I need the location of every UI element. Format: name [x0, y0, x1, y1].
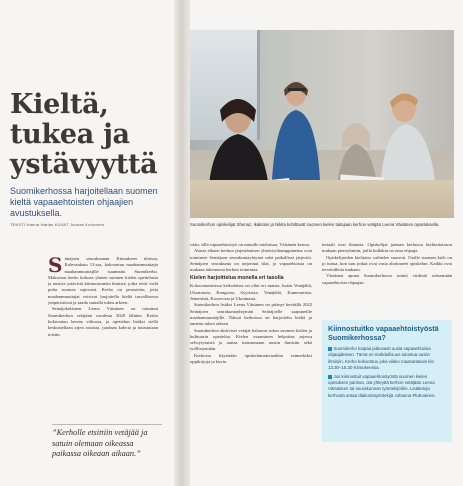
page-gutter: [174, 0, 190, 486]
drop-cap: S: [48, 253, 63, 277]
body-paragraph: Väisänen apuna Suomikerhossa toimii viidestä seitsemään vapaaehtoista ohjaajaa.: [322, 273, 452, 285]
body-paragraph: teriaali ovat ilmaisia. Opiskelijat jaetaan kerhossa kielitaitotason mukaan pienryhmiin, joilla kullakin on oma ohjaaja.: [322, 242, 452, 254]
body-paragraph: vään, sillä vapaaehtoistyö on minulle mieluisaa, Väisänen kertoo.: [190, 242, 311, 247]
photo-table: [190, 180, 454, 218]
body-paragraph: Siinäjoen seurakunnan Kiimukeen tiloissa, Kalevankatu 12:ssa, kokoontuu maahanmuuttajia maahanmuuttajille suunnattu Suomikerho. Maksuton kerho kokoaa yhteen suomen kielen opettelusta ja uusista ystävistä kiinnostuneita ihmisiä, jotka eivät vielä puhu suomea sujuvasti. Kerho on perustettu, jotta maahanmuuttajat voisivat harjoitella kieltä turvallisessa ympäristössä ja saada samalla tukea arkeen.: [48, 253, 158, 306]
body-paragraph: Suomikerhon lisäksi Leena Väisänen on pitänyt keväällä 2022 Seinäjoen seurakuntayhtymän Seinäjoelle saapuneille maahanmuuttajille. Näissä kerhoissa on harjoiteltu kieltä ja annettu tukea arkeen.: [190, 302, 312, 327]
info-box-paragraph: Suomikerho kaipaa jatkuvasti uusia vapaaehtoisia ohjaajakseen. Tämä on mahdollisuus tutustua uusiin ihmisiin. Kerho kokoontuu joka viikko maanantaisin klo 13.30–15.30 Kiimukeessa.: [328, 346, 434, 370]
headline-line-1: Kieltä,: [10, 89, 109, 120]
body-column-1: [48, 253, 158, 338]
pull-quote: ”Kerholle etsittiin vetäjää ja satuin olemaan oikeassa paikassa oikeaan aikaan.”: [52, 424, 162, 460]
left-page: [8, 0, 174, 486]
body-column-3: [322, 242, 452, 286]
lede: Suomikerhossa harjoitellaan suomen kieltä vapaaehtoisten ohjaajien avustuksella.: [10, 186, 158, 218]
subheading: Kielen harjoittelua monella eri tasolla: [190, 275, 284, 282]
photo-caption: Suomikerhon opiskelijat Shenaz, Ikaksian ja Nikita kohittavät suomen kielen taitojaan kerhon vetäjän Leena Väisäsen opastuksella.: [190, 222, 440, 227]
bullet-square-icon: [328, 347, 332, 351]
body-paragraph: Suomikerhon aktiiviset vetäjät haluavat tukea suomen kielen ja kulttuurin opettelua. Kielen osaaminen helpottaa arjessa selviytymistä ja auttaa tutustumaan uusiin ihmisiin sekä työllistymään.: [190, 327, 312, 352]
body-paragraph: Opiskelijoiden kielitaito vaihtelee suuresti. Osalle suomen kieli on jo tuttua, kun taas jotkut ovat vasta aloittaneet opiskelun. Kaikki ovat tervetulleita mukaan.: [322, 254, 452, 273]
body-paragraph: Alusta alkaen kerhon järjestämisen yhteistyökumppaneina ovat toimineet Seinäjoen seurakuntayhtymä sekä paikalliset järjestöt. Seinäjoen seurakunta on tarjonnut tilat, ja vapaaehtoisia on mukana tukemassa kerhon toimintaa.: [190, 248, 312, 273]
info-box-title: Kiinnostuitko vapaaehtoistyöstä Suomikerhossa?: [328, 324, 439, 342]
headline-line-2: tukea ja: [10, 119, 130, 150]
article-photo: [190, 30, 454, 218]
body-paragraph: Kerhossa käytetään opiskelumateriaalina esimerkiksi oppikirjoja ja kuvia.: [190, 352, 312, 365]
byline: TEKSTI Hanna Harlan KUVAT Joonas Korhonen: [10, 222, 105, 227]
bullet-square-icon: [328, 375, 332, 379]
headline-line-3: ystävyyttä: [10, 149, 158, 180]
body-column-2: [190, 242, 312, 365]
body-paragraph: Kokoontumisissa kerholaisia on ollut eri maista, kuten Venäjältä, Ukrainasta, Kongosta, Syyriasta, Venäjältä, Kamerunista, Jemenistä, Kosovosta ja Ukrainasta.: [190, 283, 312, 302]
body-paragraph: Seinäjokelainen Leena Väisänen on toiminut Suomikerhon vetäjänä vuodesta 2020 lähtien. Kerho kokoontuu kerran viikossa, ja opettelun lisäksi siellä keskustellaan arjen asioista, juodaan kahvia ja tutustutaan toisiin.: [48, 306, 158, 337]
info-box: [322, 320, 452, 442]
info-box-paragraph: Jos kiinnostuit vapaaehtoistyöstä suomen kielen opetuksen parissa, ota yhteyttä kerhon vetäjään Leena Väisäseen tai seurakunnan työntekijöihin. Lisätietoja kerhosta antaa diakoniatyöntekijä Johanna Pluhoainen.: [328, 374, 436, 398]
headline: [10, 90, 170, 180]
